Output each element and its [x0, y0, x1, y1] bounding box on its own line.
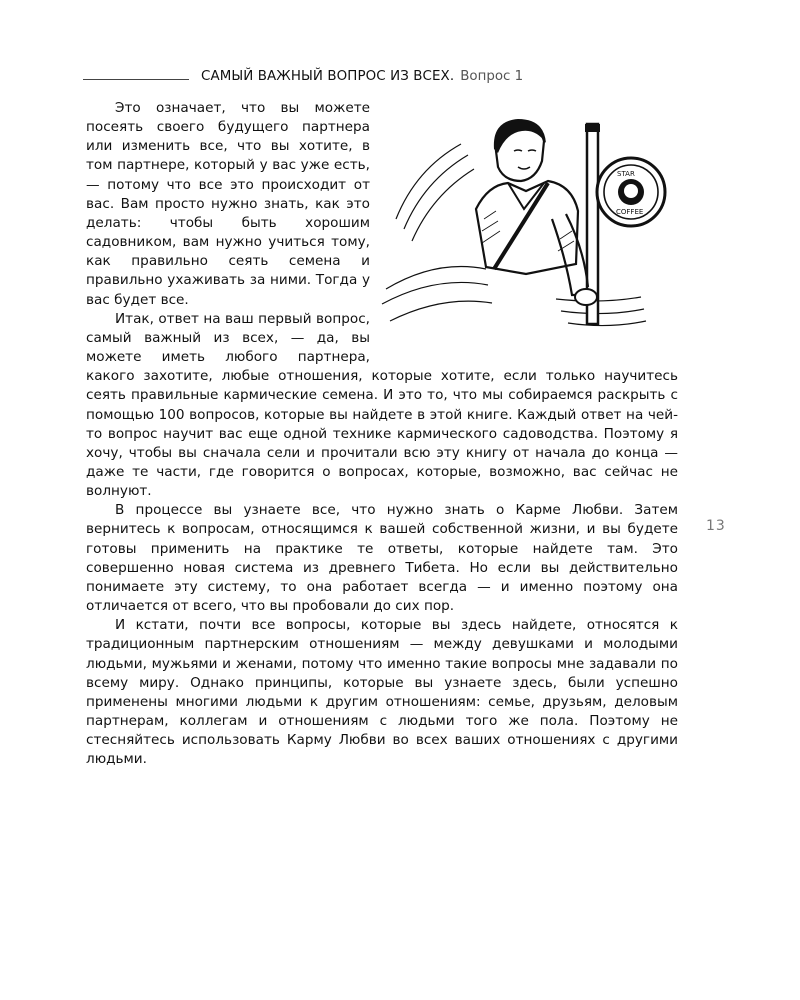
illustration-drawing	[376, 99, 678, 356]
paragraph: И кстати, почти все вопросы, которые вы здесь найдете, относятся к традиционным партнерским отношениям — между девушками и молодыми людьми, мужьями и женами, потому что именно такие вопросы мне задавали по всему миру. Однако принципы, которые вы узнаете здесь, были успешно применены многими людьми к другим отношениям: семье, друзьям, деловым партнерам, коллегам и отношениям с людьми того же пола. Поэтому не стесняйтесь использовать Карму Любви во всех ваших отношениях с другими людьми.	[86, 617, 678, 768]
paragraph: Итак, ответ на ваш первый вопрос, самый важный из всех, — да, вы можете иметь любого партнера, какого захотите, любые отношения, которые хотите, если только научитесь сеять правильные кармические семена. И это то, что мы собираемся раскрыть с помощью 100 вопросов, которые вы найдете в этой книге. Каждый ответ на чей-то вопрос научит вас еще одной технике кармического садоводства. Поэтому я хочу, чтобы вы сначала сели и прочитали всю эту книгу от начала до конца — даже те части, где говорится о вопросах, которые, возможно, вас сейчас не волнуют.	[86, 310, 678, 500]
paragraph: Это означает, что вы можете посеять своего будущего партнера или изменить все, что вы хотите, в том партнере, который у вас уже есть, — потому что все это происходит от вас. Вам просто нужно знать, как это делать: чтобы быть хорошим садовником, вам нужно учиться тому, как правильно сеять семена и правильно ухаживать за ними. Тогда у вас будет все.	[86, 100, 370, 308]
paragraph: В процессе вы узнаете все, что нужно знать о Карме Любви. Затем вернитесь к вопросам, относящимся к вашей собственной жизни, и вы будете готовы применить на практике те ответы, которые найдете там. Это совершенно новая система из древнего Тибета. Но если вы действительно понимаете эту систему, то она работает всегда — и именно поэтому она отличается от всего, что вы пробовали до сих пор.	[86, 502, 678, 615]
chapter-title: САМЫЙ ВАЖНЫЙ ВОПРОС ИЗ ВСЕХ.	[201, 69, 455, 84]
body-text	[86, 99, 678, 769]
svg-text:COFFEE: COFFEE	[616, 208, 644, 216]
running-head	[83, 64, 583, 84]
page-number: 13	[706, 518, 726, 534]
section-label: Вопрос 1	[460, 69, 524, 84]
head-rule	[83, 79, 189, 80]
svg-text:STAR: STAR	[617, 170, 635, 178]
man-holding-pole-illustration	[376, 99, 678, 356]
